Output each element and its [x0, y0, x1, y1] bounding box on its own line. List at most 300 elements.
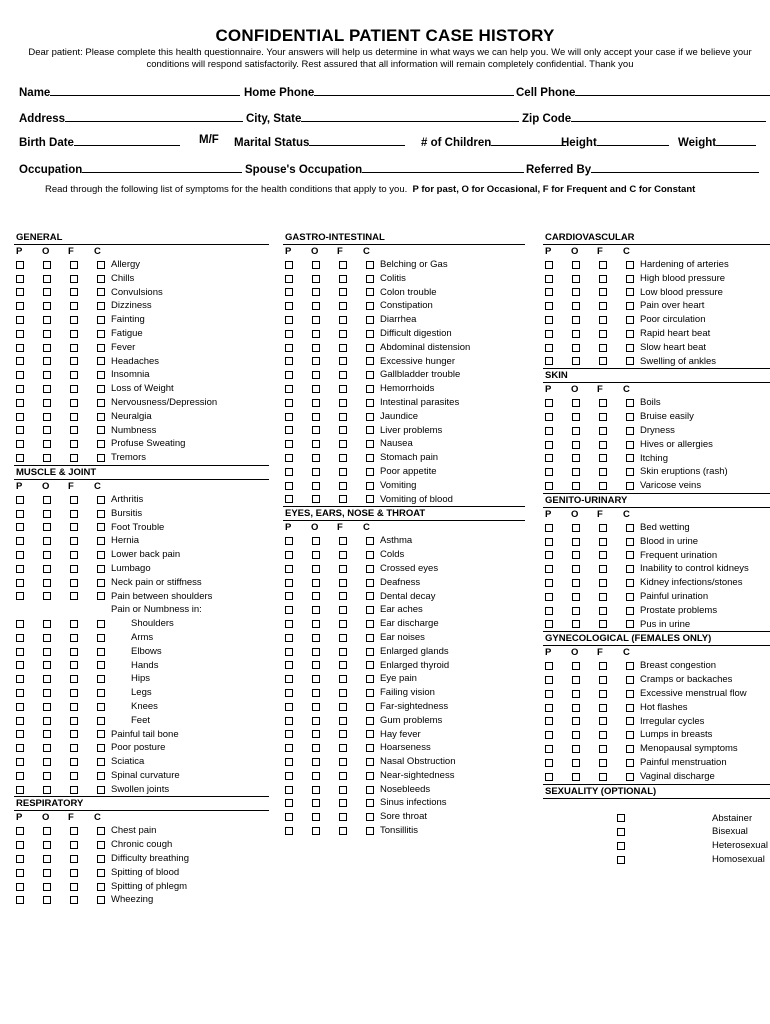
checkbox-c[interactable]: [97, 855, 105, 863]
home-phone-field[interactable]: [314, 84, 514, 96]
checkbox-p[interactable]: [16, 426, 24, 434]
checkbox-p[interactable]: [617, 842, 625, 850]
checkbox-p[interactable]: [545, 773, 553, 781]
checkbox-c[interactable]: [366, 385, 374, 393]
checkbox-f[interactable]: [599, 538, 607, 546]
checkbox-f[interactable]: [339, 689, 347, 697]
checkbox-p[interactable]: [285, 565, 293, 573]
checkbox-p[interactable]: [285, 440, 293, 448]
checkbox-f[interactable]: [70, 399, 78, 407]
checkbox-p[interactable]: [285, 316, 293, 324]
checkbox-c[interactable]: [366, 482, 374, 490]
checkbox-f[interactable]: [70, 634, 78, 642]
checkbox-c[interactable]: [97, 689, 105, 697]
checkbox-c[interactable]: [366, 661, 374, 669]
checkbox-o[interactable]: [312, 468, 320, 476]
checkbox-c[interactable]: [97, 316, 105, 324]
checkbox-f[interactable]: [599, 593, 607, 601]
checkbox-c[interactable]: [626, 759, 634, 767]
checkbox-f[interactable]: [70, 275, 78, 283]
checkbox-f[interactable]: [339, 330, 347, 338]
checkbox-c[interactable]: [626, 524, 634, 532]
checkbox-p[interactable]: [545, 690, 553, 698]
checkbox-f[interactable]: [70, 440, 78, 448]
checkbox-o[interactable]: [312, 413, 320, 421]
checkbox-p[interactable]: [16, 288, 24, 296]
checkbox-c[interactable]: [626, 468, 634, 476]
checkbox-c[interactable]: [97, 841, 105, 849]
checkbox-p[interactable]: [285, 537, 293, 545]
checkbox-p[interactable]: [16, 869, 24, 877]
checkbox-f[interactable]: [70, 717, 78, 725]
checkbox-o[interactable]: [572, 731, 580, 739]
checkbox-o[interactable]: [312, 634, 320, 642]
checkbox-f[interactable]: [70, 841, 78, 849]
checkbox-c[interactable]: [97, 440, 105, 448]
checkbox-o[interactable]: [572, 330, 580, 338]
checkbox-o[interactable]: [312, 440, 320, 448]
checkbox-o[interactable]: [572, 717, 580, 725]
checkbox-f[interactable]: [70, 620, 78, 628]
checkbox-p[interactable]: [545, 288, 553, 296]
checkbox-c[interactable]: [626, 717, 634, 725]
checkbox-o[interactable]: [312, 316, 320, 324]
checkbox-o[interactable]: [572, 261, 580, 269]
checkbox-o[interactable]: [572, 579, 580, 587]
checkbox-o[interactable]: [312, 717, 320, 725]
checkbox-o[interactable]: [43, 634, 51, 642]
checkbox-o[interactable]: [572, 468, 580, 476]
checkbox-f[interactable]: [339, 786, 347, 794]
checkbox-p[interactable]: [545, 745, 553, 753]
checkbox-o[interactable]: [312, 744, 320, 752]
checkbox-c[interactable]: [366, 275, 374, 283]
checkbox-f[interactable]: [599, 399, 607, 407]
checkbox-o[interactable]: [312, 799, 320, 807]
checkbox-c[interactable]: [366, 689, 374, 697]
checkbox-p[interactable]: [16, 357, 24, 365]
checkbox-o[interactable]: [43, 275, 51, 283]
checkbox-o[interactable]: [43, 883, 51, 891]
checkbox-o[interactable]: [43, 288, 51, 296]
checkbox-p[interactable]: [16, 730, 24, 738]
checkbox-c[interactable]: [626, 565, 634, 573]
checkbox-c[interactable]: [626, 302, 634, 310]
checkbox-f[interactable]: [70, 565, 78, 573]
checkbox-p[interactable]: [16, 772, 24, 780]
checkbox-c[interactable]: [366, 371, 374, 379]
checkbox-f[interactable]: [599, 759, 607, 767]
checkbox-c[interactable]: [97, 261, 105, 269]
checkbox-c[interactable]: [97, 496, 105, 504]
checkbox-p[interactable]: [285, 482, 293, 490]
checkbox-p[interactable]: [545, 399, 553, 407]
occupation-field[interactable]: [82, 161, 242, 173]
checkbox-p[interactable]: [285, 689, 293, 697]
checkbox-o[interactable]: [312, 827, 320, 835]
checkbox-c[interactable]: [366, 730, 374, 738]
checkbox-c[interactable]: [366, 316, 374, 324]
checkbox-f[interactable]: [70, 344, 78, 352]
checkbox-c[interactable]: [97, 413, 105, 421]
checkbox-p[interactable]: [16, 565, 24, 573]
checkbox-o[interactable]: [572, 288, 580, 296]
checkbox-o[interactable]: [572, 676, 580, 684]
checkbox-c[interactable]: [366, 302, 374, 310]
checkbox-o[interactable]: [43, 620, 51, 628]
checkbox-p[interactable]: [285, 634, 293, 642]
checkbox-c[interactable]: [366, 606, 374, 614]
checkbox-f[interactable]: [70, 730, 78, 738]
checkbox-f[interactable]: [599, 413, 607, 421]
checkbox-p[interactable]: [285, 772, 293, 780]
checkbox-c[interactable]: [97, 675, 105, 683]
checkbox-p[interactable]: [16, 523, 24, 531]
checkbox-p[interactable]: [16, 413, 24, 421]
checkbox-p[interactable]: [16, 371, 24, 379]
marital-field[interactable]: [309, 134, 405, 146]
checkbox-o[interactable]: [312, 703, 320, 711]
checkbox-f[interactable]: [339, 620, 347, 628]
checkbox-p[interactable]: [16, 758, 24, 766]
checkbox-c[interactable]: [626, 441, 634, 449]
checkbox-f[interactable]: [339, 288, 347, 296]
checkbox-p[interactable]: [545, 551, 553, 559]
checkbox-p[interactable]: [545, 620, 553, 628]
checkbox-f[interactable]: [70, 592, 78, 600]
checkbox-p[interactable]: [545, 524, 553, 532]
checkbox-c[interactable]: [366, 648, 374, 656]
checkbox-p[interactable]: [16, 537, 24, 545]
checkbox-o[interactable]: [43, 551, 51, 559]
checkbox-p[interactable]: [285, 288, 293, 296]
checkbox-c[interactable]: [626, 773, 634, 781]
checkbox-c[interactable]: [626, 551, 634, 559]
checkbox-f[interactable]: [599, 524, 607, 532]
checkbox-p[interactable]: [545, 593, 553, 601]
checkbox-o[interactable]: [43, 413, 51, 421]
checkbox-o[interactable]: [572, 662, 580, 670]
checkbox-p[interactable]: [16, 855, 24, 863]
checkbox-c[interactable]: [97, 579, 105, 587]
checkbox-p[interactable]: [285, 426, 293, 434]
checkbox-c[interactable]: [366, 468, 374, 476]
checkbox-o[interactable]: [312, 330, 320, 338]
checkbox-p[interactable]: [16, 385, 24, 393]
checkbox-p[interactable]: [285, 620, 293, 628]
checkbox-c[interactable]: [366, 579, 374, 587]
checkbox-c[interactable]: [366, 288, 374, 296]
checkbox-o[interactable]: [43, 689, 51, 697]
checkbox-p[interactable]: [545, 538, 553, 546]
checkbox-p[interactable]: [545, 330, 553, 338]
checkbox-f[interactable]: [339, 565, 347, 573]
checkbox-f[interactable]: [339, 592, 347, 600]
checkbox-f[interactable]: [599, 551, 607, 559]
checkbox-c[interactable]: [97, 302, 105, 310]
checkbox-o[interactable]: [572, 607, 580, 615]
checkbox-f[interactable]: [339, 813, 347, 821]
checkbox-o[interactable]: [572, 773, 580, 781]
checkbox-o[interactable]: [43, 772, 51, 780]
checkbox-c[interactable]: [97, 786, 105, 794]
checkbox-o[interactable]: [572, 704, 580, 712]
checkbox-f[interactable]: [70, 869, 78, 877]
children-field[interactable]: [491, 134, 566, 146]
checkbox-o[interactable]: [312, 302, 320, 310]
checkbox-f[interactable]: [599, 302, 607, 310]
checkbox-p[interactable]: [285, 813, 293, 821]
checkbox-o[interactable]: [312, 675, 320, 683]
checkbox-f[interactable]: [70, 316, 78, 324]
checkbox-o[interactable]: [572, 454, 580, 462]
checkbox-c[interactable]: [626, 357, 634, 365]
spouse-occupation-field[interactable]: [362, 161, 524, 173]
checkbox-o[interactable]: [312, 482, 320, 490]
checkbox-o[interactable]: [572, 344, 580, 352]
checkbox-o[interactable]: [312, 565, 320, 573]
checkbox-c[interactable]: [97, 399, 105, 407]
checkbox-c[interactable]: [626, 413, 634, 421]
checkbox-p[interactable]: [16, 648, 24, 656]
checkbox-c[interactable]: [626, 288, 634, 296]
referred-field[interactable]: [591, 161, 759, 173]
checkbox-p[interactable]: [285, 330, 293, 338]
checkbox-p[interactable]: [16, 896, 24, 904]
checkbox-f[interactable]: [70, 413, 78, 421]
checkbox-p[interactable]: [545, 441, 553, 449]
name-field[interactable]: [50, 84, 240, 96]
checkbox-p[interactable]: [16, 440, 24, 448]
checkbox-f[interactable]: [599, 731, 607, 739]
checkbox-f[interactable]: [70, 703, 78, 711]
checkbox-c[interactable]: [97, 869, 105, 877]
checkbox-f[interactable]: [339, 606, 347, 614]
checkbox-p[interactable]: [16, 302, 24, 310]
checkbox-o[interactable]: [572, 441, 580, 449]
checkbox-o[interactable]: [43, 744, 51, 752]
checkbox-c[interactable]: [97, 661, 105, 669]
checkbox-p[interactable]: [545, 344, 553, 352]
checkbox-o[interactable]: [572, 316, 580, 324]
checkbox-p[interactable]: [285, 579, 293, 587]
checkbox-c[interactable]: [97, 551, 105, 559]
checkbox-p[interactable]: [545, 607, 553, 615]
checkbox-o[interactable]: [43, 717, 51, 725]
checkbox-p[interactable]: [545, 413, 553, 421]
checkbox-c[interactable]: [97, 426, 105, 434]
checkbox-f[interactable]: [599, 579, 607, 587]
checkbox-o[interactable]: [312, 426, 320, 434]
checkbox-f[interactable]: [339, 302, 347, 310]
checkbox-f[interactable]: [599, 482, 607, 490]
checkbox-f[interactable]: [339, 579, 347, 587]
checkbox-p[interactable]: [16, 703, 24, 711]
checkbox-p[interactable]: [16, 344, 24, 352]
checkbox-p[interactable]: [285, 717, 293, 725]
checkbox-c[interactable]: [366, 261, 374, 269]
weight-field[interactable]: [716, 134, 756, 146]
checkbox-p[interactable]: [285, 606, 293, 614]
checkbox-o[interactable]: [43, 841, 51, 849]
checkbox-p[interactable]: [285, 275, 293, 283]
checkbox-o[interactable]: [43, 579, 51, 587]
checkbox-p[interactable]: [285, 592, 293, 600]
checkbox-f[interactable]: [599, 662, 607, 670]
checkbox-p[interactable]: [285, 261, 293, 269]
checkbox-o[interactable]: [572, 413, 580, 421]
checkbox-f[interactable]: [339, 703, 347, 711]
checkbox-f[interactable]: [70, 551, 78, 559]
checkbox-p[interactable]: [285, 744, 293, 752]
checkbox-c[interactable]: [97, 537, 105, 545]
checkbox-o[interactable]: [572, 482, 580, 490]
checkbox-f[interactable]: [339, 799, 347, 807]
checkbox-f[interactable]: [70, 496, 78, 504]
checkbox-o[interactable]: [43, 648, 51, 656]
checkbox-p[interactable]: [285, 385, 293, 393]
checkbox-p[interactable]: [16, 689, 24, 697]
checkbox-o[interactable]: [312, 385, 320, 393]
checkbox-o[interactable]: [312, 579, 320, 587]
checkbox-o[interactable]: [43, 302, 51, 310]
checkbox-f[interactable]: [339, 648, 347, 656]
checkbox-p[interactable]: [16, 330, 24, 338]
checkbox-p[interactable]: [545, 454, 553, 462]
checkbox-f[interactable]: [599, 441, 607, 449]
checkbox-o[interactable]: [572, 551, 580, 559]
checkbox-o[interactable]: [312, 344, 320, 352]
checkbox-c[interactable]: [626, 261, 634, 269]
checkbox-o[interactable]: [312, 495, 320, 503]
checkbox-c[interactable]: [366, 454, 374, 462]
checkbox-o[interactable]: [572, 357, 580, 365]
checkbox-f[interactable]: [599, 704, 607, 712]
checkbox-p[interactable]: [16, 454, 24, 462]
checkbox-p[interactable]: [545, 731, 553, 739]
checkbox-o[interactable]: [572, 565, 580, 573]
checkbox-c[interactable]: [626, 579, 634, 587]
checkbox-c[interactable]: [366, 440, 374, 448]
checkbox-o[interactable]: [312, 288, 320, 296]
checkbox-f[interactable]: [70, 510, 78, 518]
birth-date-field[interactable]: [74, 134, 180, 146]
checkbox-c[interactable]: [97, 634, 105, 642]
checkbox-o[interactable]: [572, 620, 580, 628]
checkbox-c[interactable]: [97, 772, 105, 780]
checkbox-p[interactable]: [16, 661, 24, 669]
checkbox-p[interactable]: [285, 495, 293, 503]
checkbox-p[interactable]: [545, 662, 553, 670]
checkbox-c[interactable]: [626, 344, 634, 352]
checkbox-f[interactable]: [339, 827, 347, 835]
checkbox-f[interactable]: [599, 357, 607, 365]
checkbox-o[interactable]: [43, 357, 51, 365]
checkbox-f[interactable]: [70, 744, 78, 752]
checkbox-c[interactable]: [626, 427, 634, 435]
checkbox-o[interactable]: [572, 745, 580, 753]
checkbox-c[interactable]: [97, 371, 105, 379]
checkbox-c[interactable]: [366, 426, 374, 434]
checkbox-o[interactable]: [43, 330, 51, 338]
checkbox-p[interactable]: [16, 579, 24, 587]
checkbox-p[interactable]: [16, 786, 24, 794]
checkbox-c[interactable]: [366, 592, 374, 600]
checkbox-f[interactable]: [339, 261, 347, 269]
checkbox-p[interactable]: [545, 717, 553, 725]
checkbox-p[interactable]: [285, 357, 293, 365]
checkbox-o[interactable]: [43, 827, 51, 835]
checkbox-f[interactable]: [339, 413, 347, 421]
checkbox-f[interactable]: [339, 661, 347, 669]
checkbox-f[interactable]: [339, 426, 347, 434]
checkbox-p[interactable]: [285, 648, 293, 656]
checkbox-o[interactable]: [312, 371, 320, 379]
checkbox-c[interactable]: [97, 454, 105, 462]
checkbox-o[interactable]: [572, 593, 580, 601]
checkbox-f[interactable]: [599, 344, 607, 352]
checkbox-o[interactable]: [312, 689, 320, 697]
checkbox-f[interactable]: [339, 717, 347, 725]
checkbox-c[interactable]: [366, 744, 374, 752]
checkbox-f[interactable]: [70, 288, 78, 296]
checkbox-f[interactable]: [70, 648, 78, 656]
checkbox-c[interactable]: [97, 648, 105, 656]
checkbox-p[interactable]: [285, 758, 293, 766]
checkbox-c[interactable]: [626, 330, 634, 338]
checkbox-c[interactable]: [366, 330, 374, 338]
checkbox-p[interactable]: [545, 482, 553, 490]
checkbox-f[interactable]: [599, 316, 607, 324]
checkbox-p[interactable]: [545, 357, 553, 365]
checkbox-c[interactable]: [97, 883, 105, 891]
checkbox-c[interactable]: [366, 827, 374, 835]
checkbox-p[interactable]: [285, 799, 293, 807]
checkbox-o[interactable]: [43, 371, 51, 379]
checkbox-c[interactable]: [97, 510, 105, 518]
checkbox-o[interactable]: [43, 316, 51, 324]
checkbox-o[interactable]: [43, 855, 51, 863]
checkbox-o[interactable]: [43, 675, 51, 683]
checkbox-o[interactable]: [43, 537, 51, 545]
checkbox-p[interactable]: [617, 856, 625, 864]
checkbox-o[interactable]: [43, 523, 51, 531]
checkbox-c[interactable]: [366, 772, 374, 780]
checkbox-c[interactable]: [626, 399, 634, 407]
checkbox-c[interactable]: [626, 745, 634, 753]
checkbox-o[interactable]: [312, 551, 320, 559]
checkbox-f[interactable]: [70, 883, 78, 891]
checkbox-f[interactable]: [599, 330, 607, 338]
checkbox-o[interactable]: [43, 385, 51, 393]
checkbox-p[interactable]: [285, 468, 293, 476]
checkbox-o[interactable]: [43, 496, 51, 504]
checkbox-f[interactable]: [599, 565, 607, 573]
checkbox-c[interactable]: [366, 399, 374, 407]
checkbox-p[interactable]: [285, 399, 293, 407]
checkbox-p[interactable]: [16, 316, 24, 324]
checkbox-p[interactable]: [545, 427, 553, 435]
zip-field[interactable]: [571, 110, 766, 122]
checkbox-c[interactable]: [97, 896, 105, 904]
checkbox-p[interactable]: [545, 704, 553, 712]
checkbox-o[interactable]: [43, 896, 51, 904]
checkbox-f[interactable]: [70, 579, 78, 587]
checkbox-o[interactable]: [572, 302, 580, 310]
checkbox-c[interactable]: [366, 537, 374, 545]
checkbox-o[interactable]: [312, 454, 320, 462]
cell-phone-field[interactable]: [575, 84, 770, 96]
